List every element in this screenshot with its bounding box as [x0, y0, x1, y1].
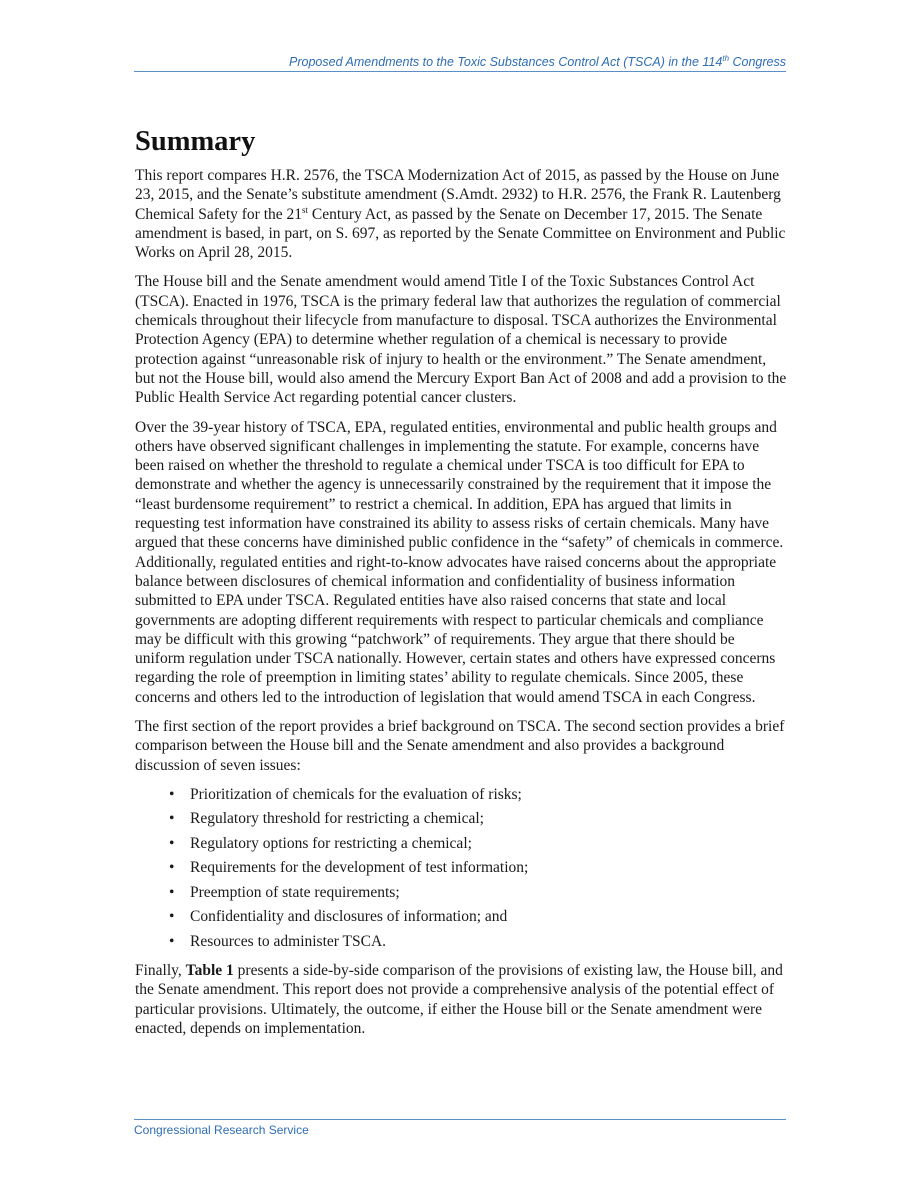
bullet-icon: •: [169, 859, 175, 877]
list-item: [135, 932, 787, 951]
issues-list: [135, 785, 787, 951]
list-item: [135, 834, 787, 853]
list-item-text: Prioritization of chemicals for the evaluation of risks;: [190, 785, 522, 803]
list-item-text: Requirements for the development of test information;: [190, 859, 529, 877]
list-item-text: Confidentiality and disclosures of information; and: [190, 908, 508, 926]
paragraph-intro-part-a: This report compares H.R. 2576, the TSCA Modernization Act of 2015, as passed by the House on June 23, 2015, and the Senate’s substitute amendment (S.Amdt. 2932) to H.R. 2576, the Frank R. Lautenberg Chemical Safety for the 21: [135, 167, 781, 223]
running-title-superscript: th: [722, 54, 730, 63]
paragraph-tsca-overview: The House bill and the Senate amendment would amend Title I of the Toxic Substances Control Act (TSCA). Enacted in 1976, TSCA is the primary federal law that authorizes the regulation of commercial chemicals throughout their lifecycle from manufacture to disposal. TSCA authorizes the Environmental Protection Agency (EPA) to determine whether regulation of a chemical is necessary to provide protection against “unreasonable risk of injury to health or the environment.” The Senate amendment, but not the House bill, would also amend the Mercury Export Ban Act of 2008 and add a provision to the Public Health Service Act regarding potential cancer clusters.: [135, 273, 787, 407]
list-item: [135, 883, 787, 902]
section-heading: Summary: [135, 126, 256, 157]
list-item: [135, 809, 787, 828]
list-item: [135, 907, 787, 926]
bullet-icon: •: [169, 834, 175, 852]
running-title-suffix: Congress: [729, 55, 786, 70]
list-item-text: Regulatory threshold for restricting a chemical;: [190, 810, 484, 828]
bullet-icon: •: [169, 810, 175, 828]
running-title-text: Proposed Amendments to the Toxic Substances Control Act (TSCA) in the 114: [289, 55, 723, 70]
list-item: [135, 785, 787, 804]
list-item-text: Regulatory options for restricting a chemical;: [190, 834, 472, 852]
table-reference-link[interactable]: Table 1: [185, 962, 234, 980]
paragraph-conclusion-part-b: presents a side-by-side comparison of the provisions of existing law, the House bill, and the Senate amendment. This report does not provide a comprehensive analysis of the potential effect of particular provisions. Ultimately, the outcome, if either the House bill or the Senate amendment were enacted, depends on implementation.: [135, 962, 783, 1037]
paragraph-report-structure: The first section of the report provides a brief background on TSCA. The second section provides a brief comparison between the House bill and the Senate amendment and also provides a background discussion of seven issues:: [135, 718, 785, 774]
paragraph-history-challenges: Over the 39-year history of TSCA, EPA, regulated entities, environmental and public health groups and others have observed significant challenges in implementing the statute. For example, concerns have been raised on whether the threshold to regulate a chemical under TSCA is too difficult for EPA to demonstrate and whether the agency is unnecessarily constrained by the requirement that it impose the “least burdensome requirement” to restrict a chemical. In addition, EPA has argued that limits in requesting test information have constrained its ability to assess risks of certain chemicals. Many have argued that these concerns have diminished public confidence in the “safety” of chemicals in commerce. Additionally, regulated entities and right-to-know advocates have raised concerns about the appropriate balance between disclosures of chemical information and confidentiality of business information submitted to EPA under TSCA. Regulated entities have also raised concerns that state and local governments are adopting different requirements with respect to particular chemicals and compliance may be difficult with this growing “patchwork” of requirements. They argue that there should be uniform regulation under TSCA nationally. However, certain states and others have expressed concerns regarding the role of preemption in limiting states’ ability to regulate chemicals. Since 2005, these concerns and others led to the introduction of legislation that would amend TSCA in each Congress.: [135, 418, 784, 706]
bullet-icon: •: [169, 908, 175, 926]
paragraph-conclusion-part-a: Finally,: [135, 962, 186, 980]
running-header: [134, 54, 786, 72]
list-item: [135, 858, 787, 877]
ordinal-superscript: st: [302, 204, 309, 215]
paragraph-intro-part-b: Century Act, as passed by the Senate on December 17, 2015. The Senate amendment is based, in part, on S. 697, as reported by the Senate Committee on Environment and Public Works on April 28, 2015.: [135, 205, 786, 262]
footer-organization: Congressional Research Service: [134, 1123, 309, 1137]
list-item-text: Preemption of state requirements;: [190, 883, 400, 901]
document-body: [135, 124, 787, 1048]
bullet-icon: •: [169, 785, 175, 803]
running-footer: [134, 1119, 786, 1137]
paragraph-conclusion: [135, 961, 787, 1038]
bullet-icon: •: [169, 932, 175, 950]
list-item-text: Resources to administer TSCA.: [190, 932, 387, 950]
bullet-icon: •: [169, 883, 175, 901]
paragraph-intro: [135, 166, 787, 262]
